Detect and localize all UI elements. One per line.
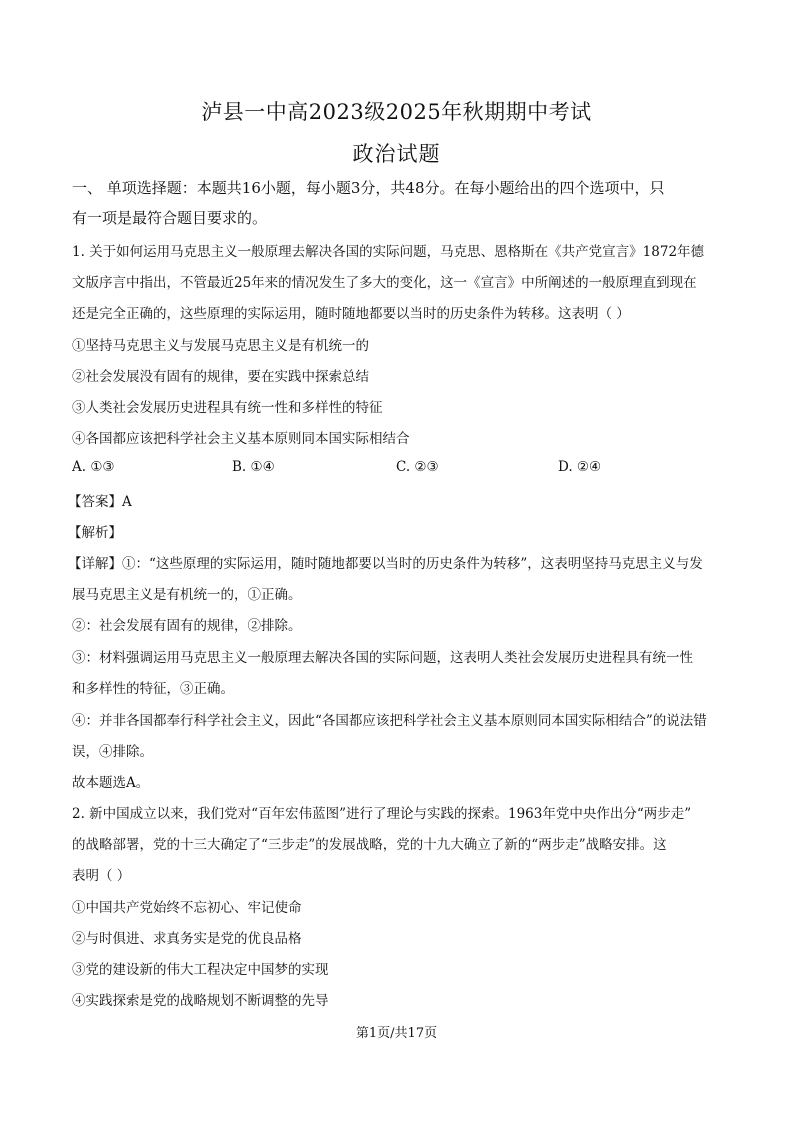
- section-heading-line-2: 有一项是最符合题目要求的。: [72, 209, 268, 227]
- q1-answer: 【答案】A: [68, 494, 132, 510]
- q1-item: ②社会发展没有固有的规律，要在实践中探索总结: [72, 369, 369, 385]
- q1-option-b: B. ①④: [232, 459, 275, 475]
- page-footer: 第1页/共17页: [355, 1026, 438, 1041]
- exam-title: 泸县一中高2023级2025年秋期期中考试: [201, 100, 592, 124]
- q1-analysis-label: 【解析】: [68, 525, 122, 541]
- q1-option-a: A. ①③: [72, 459, 115, 475]
- q2-item: ④实践探索是党的战略规划不断调整的先导: [72, 993, 329, 1009]
- q1-analysis-line: 误，④排除。: [72, 744, 153, 760]
- q2-item: ②与时俱进、求真务实是党的优良品格: [72, 931, 302, 947]
- q2-stem-line: 2. 新中国成立以来，我们党对“百年宏伟蓝图”进行了理论与实践的探索。1963年党中央作出分“两步走”: [72, 806, 692, 822]
- q2-stem-line: 的战略部署，党的十三大确定了“三步走”的发展战略，党的十九大确立了新的“两步走”战略安排。这: [72, 837, 667, 853]
- q1-stem-line: 还是完全正确的，这些原理的实际运用，随时随地都要以当时的历史条件为转移。这表明（ ）: [72, 306, 630, 322]
- q1-stem-line: 文版序言中指出，不管最近25年来的情况发生了多大的变化，这一《宣言》中所阐述的一般原理直到现在: [72, 275, 697, 291]
- q1-stem-line: 1. 关于如何运用马克思主义一般原理去解决各国的实际问题，马克思、恩格斯在《共产党宣言》1872年德: [72, 244, 705, 260]
- q1-analysis-line: 展马克思主义是有机统一的，①正确。: [72, 587, 302, 603]
- q1-item: ③人类社会发展历史进程具有统一性和多样性的特征: [72, 400, 383, 416]
- q1-option-d: D. ②④: [558, 459, 602, 475]
- q2-stem-line: 表明（ ）: [72, 868, 131, 884]
- q1-analysis-line: ④：并非各国都奉行科学社会主义，因此“各国都应该把科学社会主义基本原则同本国实际相结合”的说法错: [72, 713, 707, 729]
- q1-item: ①坚持马克思主义与发展马克思主义是有机统一的: [72, 338, 369, 354]
- section-heading-line-1: 一、 单项选择题：本题共16小题，每小题3分，共48分。在每小题给出的四个选项中，只: [72, 179, 665, 197]
- q2-item: ①中国共产党始终不忘初心、牢记使命: [72, 900, 302, 916]
- q1-analysis-line: ②：社会发展有固有的规律，②排除。: [72, 618, 302, 634]
- exam-subject: 政治试题: [352, 142, 441, 166]
- q1-analysis-line: ③：材料强调运用马克思主义一般原理去解决各国的实际问题，这表明人类社会发展历史进程具有统一性: [72, 650, 693, 666]
- q1-option-c: C. ②③: [396, 459, 439, 475]
- q2-item: ③党的建设新的伟大工程决定中国梦的实现: [72, 962, 329, 978]
- q1-analysis-line: 故本题选A。: [72, 775, 150, 791]
- q1-item: ④各国都应该把科学社会主义基本原则同本国实际相结合: [72, 431, 410, 447]
- q1-analysis-line: 和多样性的特征，③正确。: [72, 681, 234, 697]
- q1-analysis-line: 【详解】①：“这些原理的实际运用，随时随地都要以当时的历史条件为转移”，这表明坚持马克思主义与发: [68, 556, 703, 572]
